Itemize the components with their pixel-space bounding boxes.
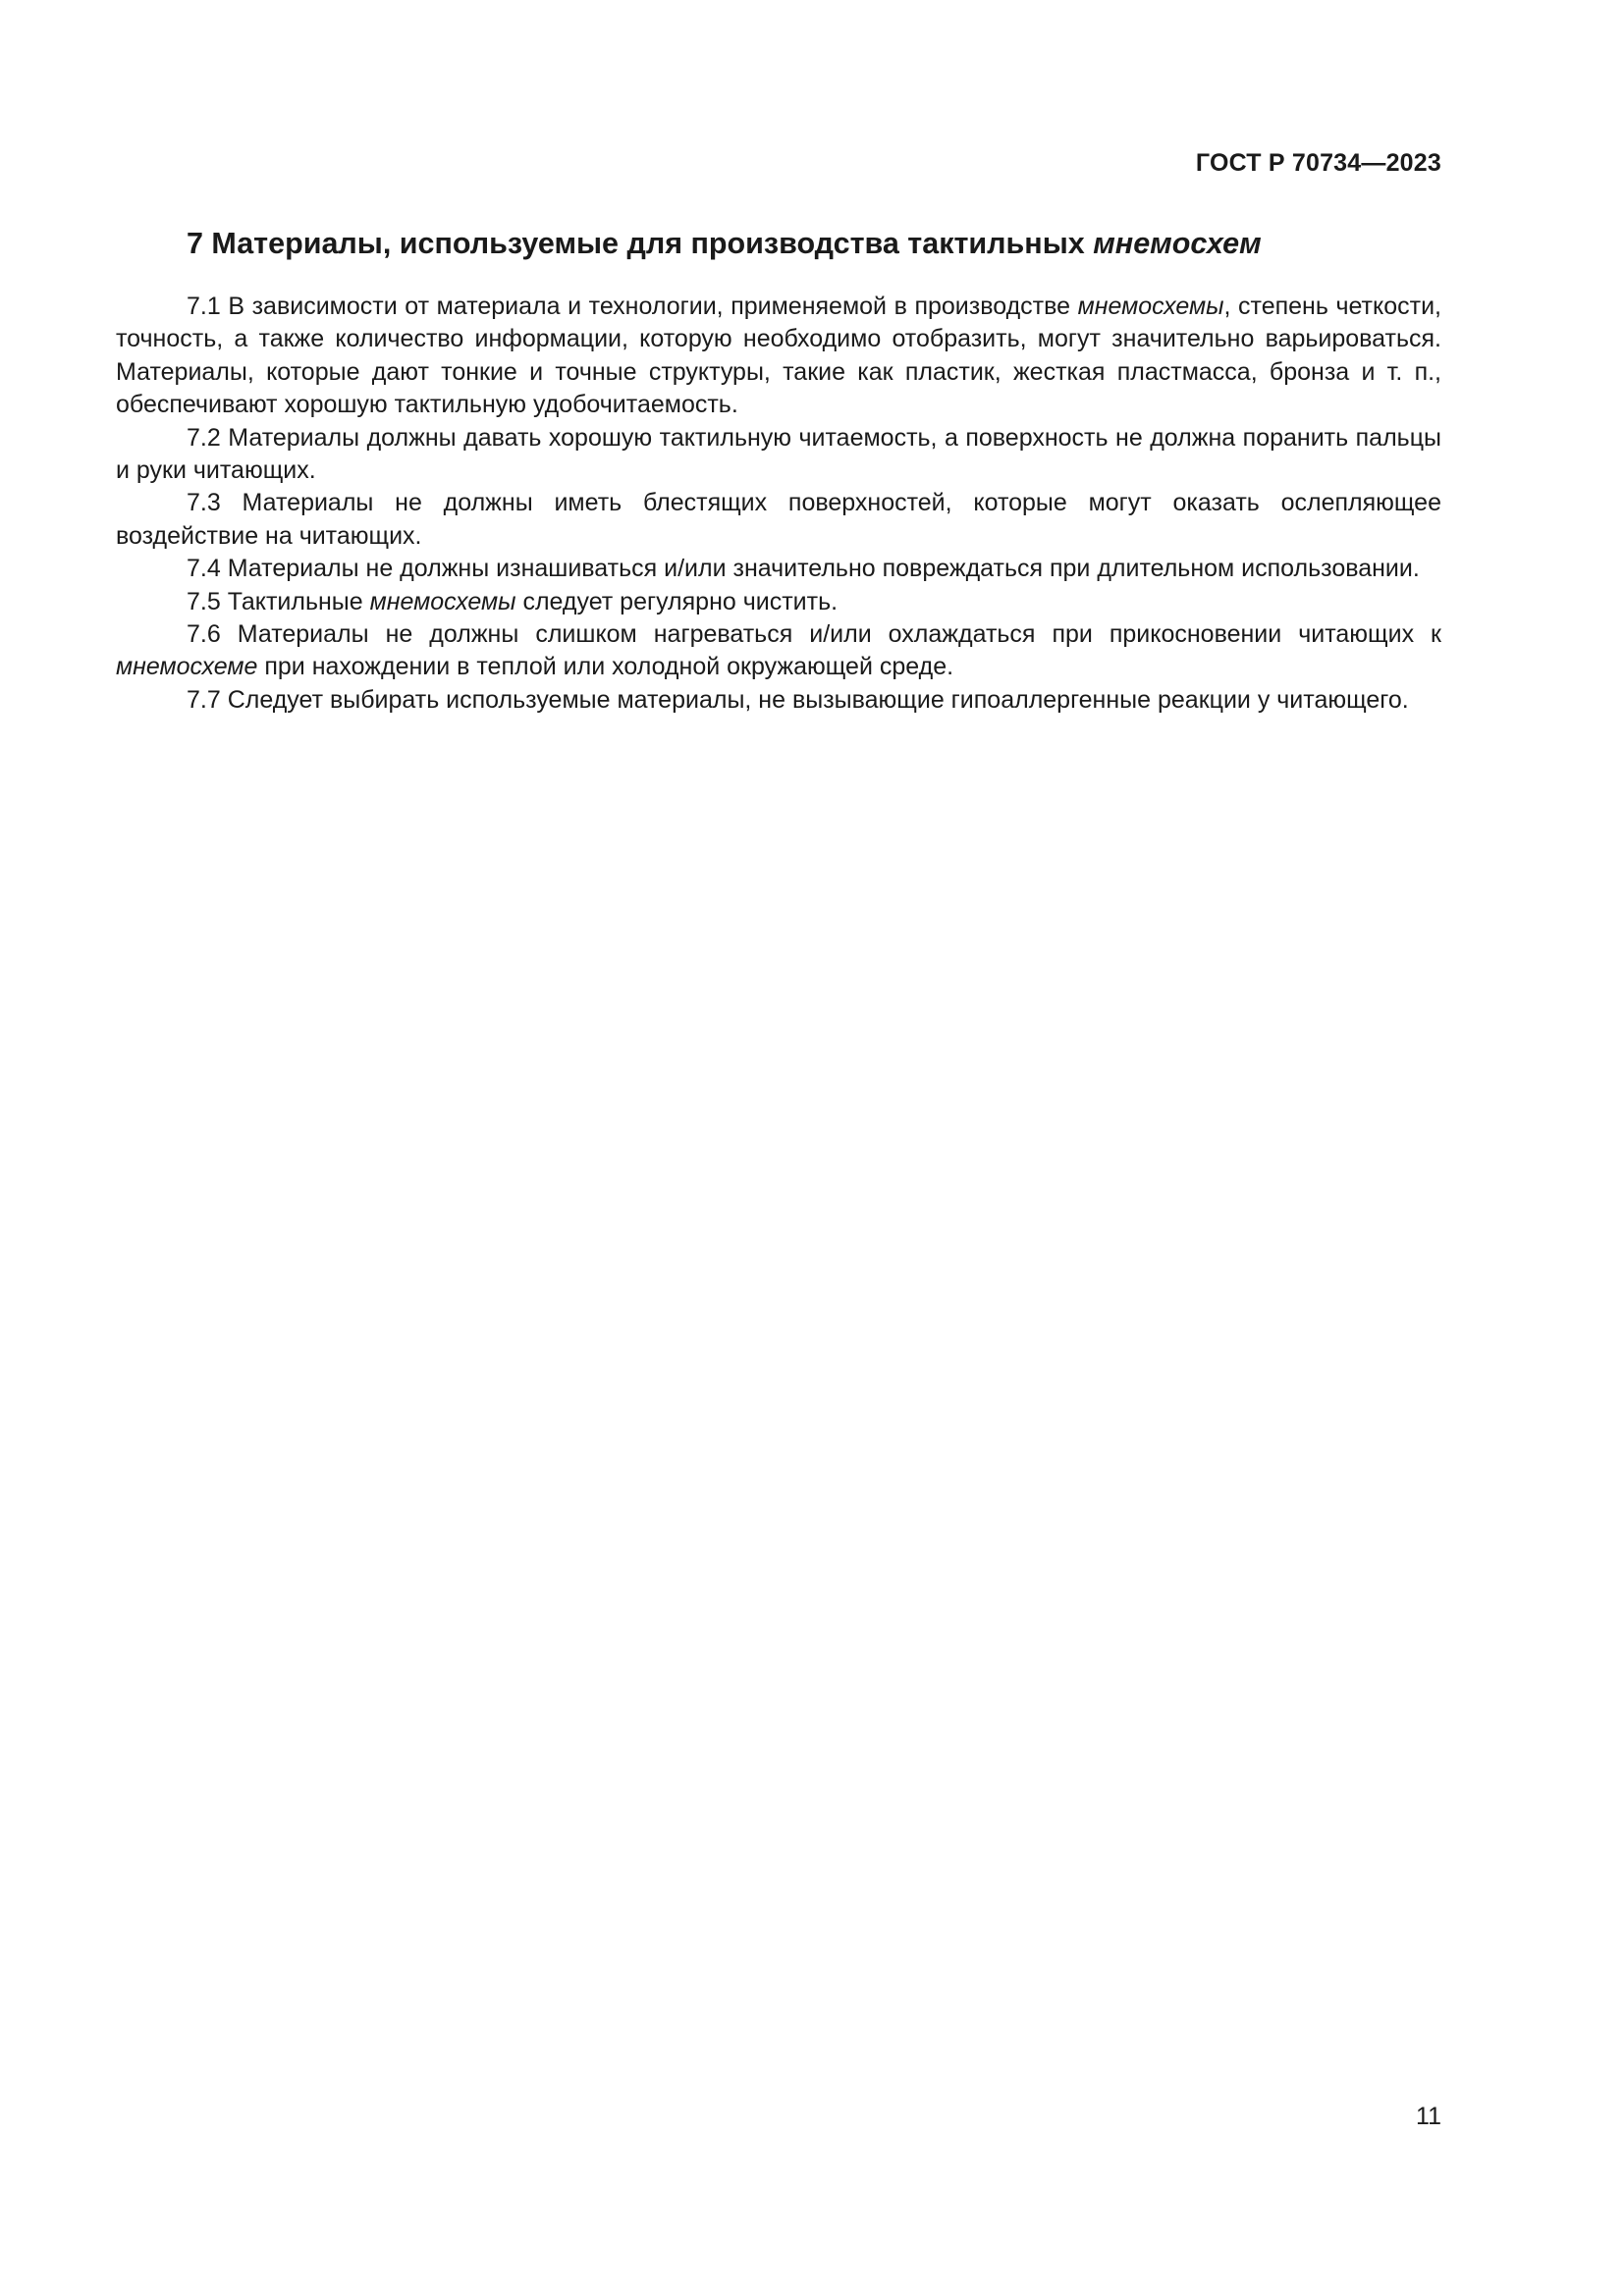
section-heading-italic: мнемосхем xyxy=(1093,227,1262,260)
clause-7-4: 7.4 Материалы не должны изнашиваться и/или значительно повреждаться при длительном использовании. xyxy=(187,555,1420,583)
clause-7-5 xyxy=(116,586,1441,618)
clause-7-5-term: мнемосхемы xyxy=(369,587,516,615)
clause-7-5-text-a: 7.5 Тактильные xyxy=(187,587,370,615)
section-heading xyxy=(187,224,1441,263)
document-designation: ГОСТ Р 70734—2023 xyxy=(1195,149,1441,177)
clause-7-1 xyxy=(116,291,1441,422)
section-heading-text: 7 Материалы, используемые для производства тактильных xyxy=(187,227,1094,260)
clause-7-6 xyxy=(116,618,1441,684)
clause-7-2: 7.2 Материалы должны давать хорошую тактильную читаемость, а поверхность не должна поранить пальцы и руки читающих. xyxy=(116,423,1441,485)
clause-7-3: 7.3 Материалы не должны иметь блестящих поверхностей, которые могут оказать ослепляющее воздействие на читающих. xyxy=(116,489,1441,550)
clause-7-6-term: мнемосхеме xyxy=(116,653,258,681)
clause-7-7: 7.7 Следует выбирать используемые материалы, не вызывающие гипоаллергенные реакции у читающего. xyxy=(187,685,1409,714)
clause-7-1-text-b: , степень четкости, точность, а также количество информации, которую необходимо отобразить, могут значительно варьироваться. Материалы, которые дают тонкие и точные структуры, такие как пластик, жесткая пластмасса, бронза и т. п., обеспечивают хорошую тактильную удобочитаемость. xyxy=(116,293,1441,419)
clause-7-6-text-a: 7.6 Материалы не должны слишком нагреваться и/или охлаждаться при прикосновении читающих к xyxy=(187,620,1441,649)
clause-7-6-text-b: при нахождении в теплой или холодной окружающей среде. xyxy=(257,653,954,681)
page-number: 11 xyxy=(1416,2103,1441,2130)
clause-7-5-text-b: следует регулярно чистить. xyxy=(515,587,839,615)
clause-7-1-term: мнемосхемы xyxy=(1077,293,1224,320)
section-body xyxy=(116,291,1441,717)
clause-7-1-text-a: 7.1 В зависимости от материала и технологии, применяемой в производстве xyxy=(187,293,1078,320)
